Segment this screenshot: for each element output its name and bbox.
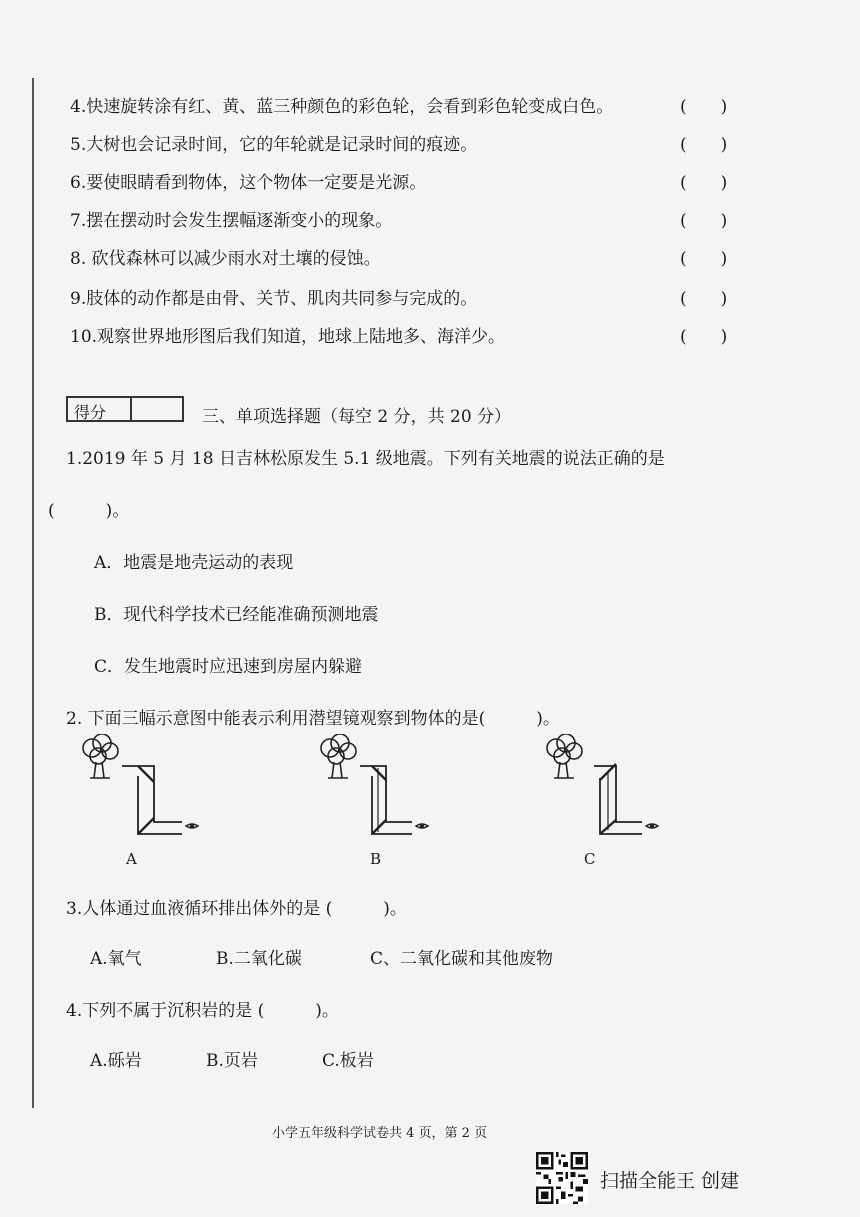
tree-icon xyxy=(321,734,356,778)
eye-icon xyxy=(186,824,198,828)
answer-paren-4[interactable]: ( ) xyxy=(680,97,728,117)
periscope-figure-a xyxy=(74,734,204,844)
question-1-option-c[interactable]: C．发生地震时应迅速到房屋内躲避 xyxy=(94,657,363,677)
tree-icon xyxy=(547,734,582,778)
eye-icon xyxy=(646,824,658,828)
judgement-item-8: 8. 砍伐森林可以减少雨水对土壤的侵蚀。 xyxy=(70,249,381,269)
periscope-tube xyxy=(360,766,412,834)
question-3-option-c[interactable]: C、二氧化碳和其他废物 xyxy=(370,949,554,969)
question-1-stem: 1.2019 年 5 月 18 日吉林松原发生 5.1 级地震。下列有关地震的说法正确的是 xyxy=(66,449,665,469)
figure-label-b[interactable]: B xyxy=(370,850,382,868)
periscope-tube xyxy=(122,766,182,834)
periscope-figure-c xyxy=(538,734,668,844)
section-title: 三、单项选择题（每空 2 分，共 20 分） xyxy=(202,407,512,427)
question-4-option-b[interactable]: B.页岩 xyxy=(206,1051,258,1071)
margin-line xyxy=(32,78,34,1108)
figure-label-a[interactable]: A xyxy=(126,850,137,868)
answer-paren-7[interactable]: ( ) xyxy=(680,211,728,231)
question-4-option-a[interactable]: A.砾岩 xyxy=(90,1051,142,1071)
question-3-option-b[interactable]: B.二氧化碳 xyxy=(216,949,302,969)
question-3-option-a[interactable]: A.氧气 xyxy=(90,949,142,969)
answer-paren-5[interactable]: ( ) xyxy=(680,135,728,155)
judgement-item-9: 9.肢体的动作都是由骨、关节、肌肉共同参与完成的。 xyxy=(70,289,478,309)
question-3-stem: 3.人体通过血液循环排出体外的是 ( )。 xyxy=(66,899,407,919)
periscope-figure-b xyxy=(312,734,442,844)
eye-icon xyxy=(416,824,428,828)
scanner-text: 扫描全能王 创建 xyxy=(600,1170,740,1192)
score-label: 得分 xyxy=(74,403,107,422)
score-box xyxy=(66,396,184,422)
score-divider xyxy=(130,398,132,420)
judgement-item-10: 10.观察世界地形图后我们知道，地球上陆地多、海洋少。 xyxy=(70,327,506,347)
question-1-option-b[interactable]: B．现代科学技术已经能准确预测地震 xyxy=(94,605,379,625)
judgement-item-6: 6.要使眼睛看到物体，这个物体一定要是光源。 xyxy=(70,173,427,193)
question-4-option-c[interactable]: C.板岩 xyxy=(322,1051,374,1071)
answer-paren-9[interactable]: ( ) xyxy=(680,289,728,309)
question-1-option-a[interactable]: A．地震是地壳运动的表现 xyxy=(94,553,294,573)
question-1-blank[interactable]: ( )。 xyxy=(48,501,130,521)
question-2-stem: 2. 下面三幅示意图中能表示利用潜望镜观察到物体的是( )。 xyxy=(66,709,560,729)
page-footer: 小学五年级科学试卷共 4 页，第 2 页 xyxy=(272,1126,488,1141)
answer-paren-6[interactable]: ( ) xyxy=(680,173,728,193)
question-4-stem: 4.下列不属于沉积岩的是 ( )。 xyxy=(66,1001,339,1021)
answer-paren-8[interactable]: ( ) xyxy=(680,249,728,269)
qr-code-icon xyxy=(536,1152,588,1204)
periscope-tube xyxy=(594,764,642,834)
judgement-item-7: 7.摆在摆动时会发生摆幅逐渐变小的现象。 xyxy=(70,211,393,231)
tree-icon xyxy=(83,734,118,778)
judgement-item-4: 4.快速旋转涂有红、黄、蓝三种颜色的彩色轮，会看到彩色轮变成白色。 xyxy=(70,97,614,117)
figure-label-c[interactable]: C xyxy=(584,850,596,868)
answer-paren-10[interactable]: ( ) xyxy=(680,327,728,347)
scanner-watermark xyxy=(536,1152,768,1204)
judgement-item-5: 5.大树也会记录时间，它的年轮就是记录时间的痕迹。 xyxy=(70,135,478,155)
